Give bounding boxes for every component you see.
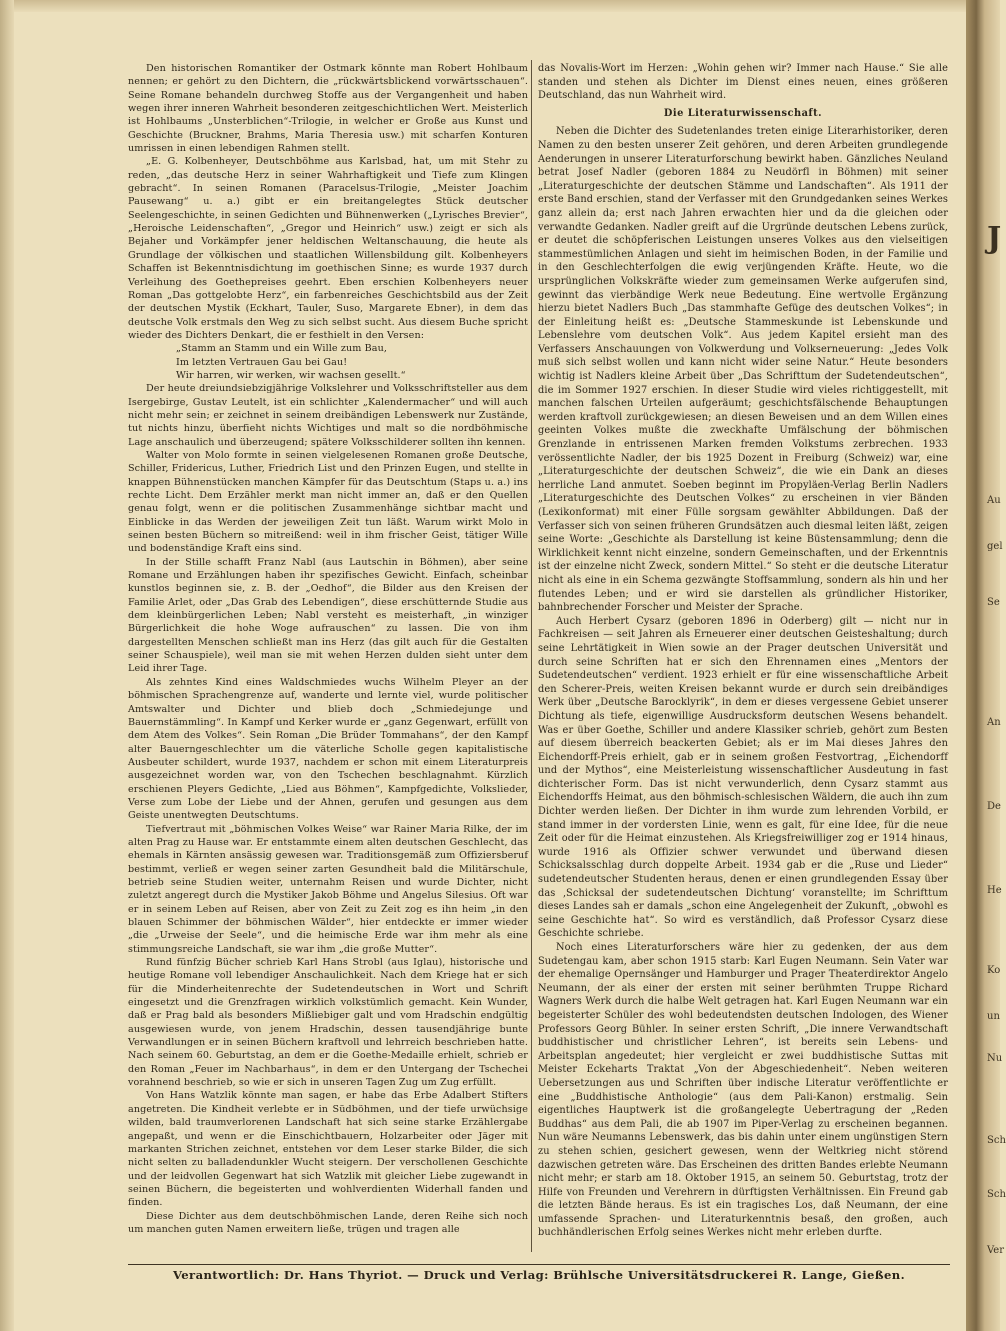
footer-imprint: Verantwortlich: Dr. Hans Thyriot. — Druck und Verlag: Brühlsche Universitätsdruckerei R. Lange, Gießen. [172,1268,906,1282]
adjacent-page-fragment: Ko [987,965,1001,976]
paragraph-cysarz: Auch Herbert Cysarz (geboren 1896 in Oderberg) gilt — nicht nur in Fachkreisen — seit Jahren als Erneuerer einer deutschen Geisteshaltung; durch seine Lehrtätigkeit in Wien sowie an der Prager deutschen Universität und durch seine Schriften hat er sich den Ehrennamen eines „Mentors der Sudetendeutschen“ verdient. 1923 erhielt er für eine wissenschaftliche Arbeit den Scherer-Preis, weiten Kreisen bekannt wurde er durch sein dreibändiges Werk über „Deutsche Barocklyrik“, in dem er dieses vergessene Gebiet unserer Dichtung als tiefe, eigenwillige Ausdrucksform deutschen Wesens behandelt. Was er über Goethe, Schiller und andere Klassiker schrieb, gehört zum Besten auf diesem überreich beackerten Gebiet; als er im Mai dieses Jahres den Eichendorff-Preis erhielt, gab er in seinem großen Festvortrag, „Eichendorff und der Mythos“, eine Meisterleistung wissenschaftlicher Ausdeutung in fast dichterischer Form. Das ist nicht verwunderlich, denn Cysarz stammt aus Eichendorffs Heimat, aus den böhmisch-schlesischen Wäldern, die auch ihn zum Dichter werden ließen. Der Dichter in ihm wurde zum lehrenden Vorbild, er stand immer in der vordersten Linie, wenn es galt, für eine Idee, für die neue Zeit oder für die Heimat einzustehen. Als Kriegsfreiwilliger zog er 1914 hinaus, wurde 1916 als Offizier schwer verwundet und überwand diesen Schicksalsschlag durch doppelte Arbeit. 1934 gab er die „Ruse und Lieder“ sudetendeutscher Studenten heraus, denen er einen grundlegenden Essay über das ‚Schicksal der sudetendeutschen Dichtung‘ voranstellte; im Schrifttum dieses Landes sah er damals „schon eine Angelegenheit der Zukunft, „obwohl es seine Geschichte hat“. So wird es verständlich, daß Professor Cysarz diese Geschichte schriebe. [538,615,948,940]
paragraph-closing: Diese Dichter aus dem deutschböhmischen Lande, deren Reihe sich noch um manchen guten Namen erweitern ließe, trügen und tragen alle [128,1210,528,1235]
paragraph-kolbenheyer: „E. G. Kolbenheyer, Deutschböhme aus Karlsbad, hat, um mit Stehr zu reden, „das deutsche Herz in seiner Wahrhaftigkeit und Tiefe zum Klingen gebracht“. In seinen Romanen (Paracelsus-Trilogie, „Meister Joachim Pausewang“ u. a.) gibt er ein breitangelegtes Stück deutscher Seelengeschichte, in seinen Gedichten und Bühnenwerken („Lyrisches Brevier“, „Heroische Leidenschaften“, „Gregor und Heinrich“ usw.) zeigt er sich als Bejaher und Vorkämpfer jener heldischen Weltanschauung, die heute als Grundlage der völkischen und staatlichen Willensbildung gilt. Kolbenheyers Schaffen ist Bekenntnisdichtung im goethischen Sinne; es wurde 1937 durch Verleihung des Goethepreises geehrt. Eben erschien Kolbenheyers neuer Roman „Das gottgelobte Herz“, ein farbenreiches Geschichtsbild aus der Zeit der deutschen Mystik (Eckhart, Tauler, Suso, Margarete Ebner), in dem das deutsche Volk erstmals den Weg zu sich selbst sucht. Aus diesem Buche spricht wieder des Dichters Denkart, die er festhielt in den Versen: [128,156,528,341]
verse-line: Wir harren, wir werken, wir wachsen gesellt.“ [176,369,406,381]
adjacent-page-fragment: Ver [987,1245,1005,1256]
right-text-column [538,62,948,1240]
section-heading: Die Literaturwissenschaft. [663,107,823,119]
adjacent-page-fragment: un [987,1011,1000,1022]
paragraph-rilke: Tiefvertraut mit „böhmischen Volkes Weise“ war Rainer Maria Rilke, der im alten Prag zu Hause war. Er entstammte einem alten deutschen Geschlecht, das ehemals in Kärnten ansässig gewesen war. Traditionsgemäß zum Offiziersberuf bestimmt, verließ er wegen seiner zarten Gesundheit bald die Militärschule, betrieb seine Studien weiter, unternahm Reisen und wurde Dichter, nicht zuletzt angeregt durch die Mystiker Jakob Böhme und Angelus Silesius. Oft war er in seinem Leben auf Reisen, aber von Zeit zu Zeit zog es ihn heim „in den blauen Schimmer der böhmischen Wälder“, hier entdeckte er immer wieder „die „Urweise der Seele“, und die heimische Erde war ihm mehr als eine stimmungsreiche Landschaft, sie war ihm „die große Mutter“. [128,823,528,955]
adjacent-page-fragment: J [987,221,1002,256]
adjacent-page-fragment: An [987,717,1001,728]
paragraph-continuation: das Novalis-Wort im Herzen: „Wohin gehen wir? Immer nach Hause.“ Sie alle standen und stehen als Dichter im Dienst eines neuen, eines größeren Deutschland, das nun Wahrheit wird. [538,63,948,102]
paragraph-hohlbaum: Den historischen Romantiker der Ostmark könnte man Robert Hohlbaum nennen; er gehört zu den Dichtern, die „rückwärtsblickend vorwärtsschauen“. Seine Romane behandeln durchweg Stoffe aus der Vergangenheit und haben wegen ihrer inneren Wahrheit besonderen zeitgeschichtlichen Wert. Meisterlich ist Hohlbaums „Unsterblichen“-Trilogie, in welcher er Große aus Kunst und Geschichte (Bruckner, Brahms, Maria Theresia usw.) mit scharfen Konturen umrissen in einen lebendigen Rahmen stellt. [128,63,528,155]
paragraph-watzlik: Von Hans Watzlik könnte man sagen, er habe das Erbe Adalbert Stifters angetreten. Die Kindheit verlebte er in Südböhmen, und der tiefe urwüchsige wilden, bald traumverlorenen Landschaft hat sich seine starke Erzählergabe angepaßt, und wenn er die Einschichtbauern, Holzarbeiter oder Jäger mit markanten Strichen zeichnet, entstehen vor dem Leser starke Bilder, die sich nicht selten zu balladendunkler Wucht steigern. Der verschollenen Geschichte und der leidvollen Gegenwart hat sich Watzlik mit gleicher Liebe zugewandt in seinen Büchern, die begeisterten und wohlverdienten Widerhall fanden und finden. [128,1090,528,1209]
adjacent-page-edge [985,0,1006,1331]
verse-line: Im letzten Vertrauen Gau bei Gau! [176,356,348,368]
left-text-column [128,62,528,1236]
adjacent-page-fragment: De [987,801,1001,812]
paragraph-nabl: In der Stille schafft Franz Nabl (aus Lautschin in Böhmen), aber seine Romane und Erzählungen haben ihr spezifisches Gewicht. Einfach, scheinbar kunstlos beginnen sie, z. B. der „Oedhof“, die Bilder aus den Kreisen der Familie Arlet, oder „Das Grab des Lebendigen“, diese erschütternde Studie aus dem kleinbürgerlichen Leben; Nabl versteht es meisterhaft, „in winziger Bürgerlichkeit die hohe Woge aufrauschen“ zu lassen. Die von ihm dargestellten Menschen schließt man ins Herz (das gilt auch für die Gestalten seiner Schauspiele), weil man sie mit wehen Herzen dulden sieht unter dem Leid ihrer Tage. [128,556,528,675]
footer-rule [128,1264,950,1265]
page-top-edge [0,0,1000,12]
adjacent-page-fragment: Se [987,597,1000,608]
adjacent-page-fragment: Sch [987,1135,1006,1146]
column-divider [531,60,532,1252]
adjacent-page-fragment: Nu [987,1053,1003,1064]
verse-line: „Stamm an Stamm und ein Wille zum Bau, [176,343,388,355]
paragraph-pleyer: Als zehntes Kind eines Waldschmiedes wuchs Wilhelm Pleyer an der böhmischen Sprachengrenze auf, wanderte und lernte viel, wurde politischer Amtswalter und Dichter und blieb doch „Schmiedejunge und Bauernstämmling“. In Kampf und Kerker wurde er „ganz Gegenwart, erfüllt von dem Atem des Volkes“. Sein Roman „Die Brüder Tommahans“, der den Kampf alter Bauerngeschlechter um die väterliche Scholle gegen kapitalistische Ausbeuter schildert, wurde 1937, nachdem er schon mit einem Literaturpreis ausgezeichnet worden war, von den Tschechen beschlagnahmt. Kürzlich erschienen Pleyers Gedichte, „Lied aus Böhmen“, Kampfgedichte, Volkslieder, Verse zum Lobe der Liebe und der Ahnen, gerufen und gesungen aus dem Geiste unentwegten Deutschtums. [128,676,528,822]
paragraph-strobl: Rund fünfzig Bücher schrieb Karl Hans Strobl (aus Iglau), historische und heutige Romane voll lebendiger Anschaulichkeit. Nach dem Kriege hat er sich für die Minderheitenrechte der Sudetendeutschen in Wort und Schrift eingesetzt und die Grenzfragen wirklich volkstümlich gemacht. Kein Wunder, daß er Prag bald als besonders Mißliebiger galt und vom Hradschin endgültig ausgewiesen wurde, von jenem Hradschin, dessen tausendjährige bunte Verwandlungen er in seinen Büchern kraftvoll und lehrreich beschrieben hatte. Nach seinem 60. Geburtstag, an dem er die Goethe-Medaille erhielt, schrieb er den Roman „Feuer im Nachbarhaus“, in dem er den Untergang der Tschechei vorahnend beschrieb, so wie er sich in unseren Tagen Zug um Zug erfüllt. [128,957,528,1089]
paragraph-nadler: Neben die Dichter des Sudetenlandes treten einige Literarhistoriker, deren Namen zu den besten unserer Zeit gehören, und deren Arbeiten grundlegende Aenderungen in unserer Literaturforschung bewirkt haben. Gänzliches Neuland betrat Josef Nadler (geboren 1884 zu Neudörfl in Böhmen) mit seiner „Literaturgeschichte der deutschen Stämme und Landschaften“. Als 1911 der erste Band erschien, stand der Verfasser mit den Grundgedanken seines Werkes ganz allein da; erst nach Jahren erwachten hier und da die gleichen oder verwandte Gedanken. Nadler greift auf die Urgründe deutschen Lebens zurück, er deutet die schöpferischen Leistungen unseres Volkes aus den vielseitigen stammestümlichen Anlagen und sieht im heimischen Boden, in der Familie und in den Geschlechterfolgen die ewig verjüngenden Kräfte. Heute, wo die ursprünglichen Volkskräfte wieder zum gemeinsamen Werke aufgerufen sind, gewinnt das vierbändige Werk neue Bedeutung. Eine wertvolle Ergänzung hierzu bietet Nadlers Buch „Das stammhafte Gefüge des deutschen Volkes“; in der Einleitung heißt es: „Deutsche Stammeskunde ist Lebenskunde und Lebenslehre vom deutschen Volk“. Aus jedem Kapitel ersieht man des Verfassers Anschauungen von Volkwerdung und Volkserneuerung: „Jedes Volk muß sich selbst wollen und kann nicht wider seine Natur.“ Heute besonders wichtig ist Nadlers kleine Arbeit über „Das Schrifttum der Sudetendeutschen“, die im Sommer 1927 erschien. In dieser Studie wird vieles richtiggestellt, mit manchen falschen Urteilen aufgeräumt; geschichtsfälschende Behauptungen werden kraftvoll zurückgewiesen; an diesen Beweisen und an dem Willen eines geeinten Volkes mußte die zweckhafte Umfälschung der böhmischen Grenzlande in entrissenen Marken fremden Volkstums zerbrechen. 1933 verössentlichte Nadler, der bis 1925 Dozent in Freiburg (Schweiz) war, eine „Literaturgeschichte der deutschen Schweiz“, die wie ein Dank an dieses herrliche Land anmutet. Soeben beginnt im Propyläen-Verlag Berlin Nadlers „Literaturgeschichte des Deutschen Volkes“ zu erscheinen in vier Bänden (Lexikonformat) mit einer Fülle sorgsam gewählter Abbildungen. Daß der Verfasser sich von seinen früheren Grundsätzen auch diesmal leiten läßt, zeigen seine Worte: „Geschichte als Darstellung ist keine Büstensammlung; denn die Wirklichkeit kennt nicht einzelne, sondern Gemeinschaften, und der Erkenntnis ist der einzelne nicht Zweck, sondern Mittel.“ So steht er die deutsche Literatur nicht als eine in ein Schema gezwängte Stoffsammlung, sondern als hin und her flutendes Leben; und er wird sie darstellen als gründlicher Historiker, bahnbrechender Forscher und Meister der Sprache. [538,126,948,614]
adjacent-page-fragment: gel [987,541,1003,552]
adjacent-page-fragment: Au [987,495,1001,506]
paragraph-molo: Walter von Molo formte in seinen vielgelesenen Romanen große Deutsche, Schiller, Fridericus, Luther, Friedrich List und den Prinzen Eugen, und stellte in knappen Bühnenstücken manchen Kämpfer für das Deutschtum (Staps u. a.) ins rechte Licht. Dem Erzähler merkt man nicht immer an, daß er den Quellen genau folgt, wenn er die politischen Zusammenhänge sichtbar macht und Einblicke in das Werden der jeweiligen Zeit tun läßt. Warum wirkt Molo in seinen besten Büchern so mitreißend: weil in ihm frischer Geist, tätiger Wille und bodenständige Kraft eins sind. [128,449,528,555]
adjacent-page-fragment: Sch [987,1189,1006,1200]
paragraph-neumann: Noch eines Literaturforschers wäre hier zu gedenken, der aus dem Sudetengau kam, aber schon 1915 starb: Karl Eugen Neumann. Sein Vater war der ehemalige Opernsänger und Hamburger und Prager Theaterdirektor Angelo Neumann, der als einer der ersten mit seiner berühmten Truppe Richard Wagners Werk durch die halbe Welt getragen hat. Karl Eugen Neumann war ein begeisterter Schüler des wohl bedeutendsten deutschen Indologen, des Wiener Professors Georg Bühler. In seiner ersten Schrift, „Die innere Verwandtschaft buddhistischer und christlicher Lehren“, ist bereits sein Lebens- und Arbeitsplan angedeutet; hier vergleicht er zwei buddhistische Suttas mit Meister Eckeharts Traktat „Von der Abgeschiedenheit“. Neben weiteren Uebersetzungen aus und Schriften über indische Literatur veröffentlichte er eine „Buddhistische Anthologie“ (aus dem Pali-Kanon) erstmalig. Sein eigentliches Hauptwerk ist die großangelegte Uebertragung der „Reden Buddhas“ aus dem Pali, die ab 1907 im Piper-Verlag zu erscheinen begannen. Nun wäre Neumanns Lebenswerk, das bis dahin unter einem ungünstigen Stern zu stehen schien, gesichert gewesen, wenn der Weltkrieg nicht störend dazwischen getreten wäre. Das Erscheinen des dritten Bandes erlebte Neumann nicht mehr; er starb am 18. Oktober 1915, an seinem 50. Geburtstag, trotz der Hilfe von Freunden und Verehrern in dürftigsten Verhältnissen. Ein Freund gab die letzten Bände heraus. Es ist ein tragisches Los, daß Neumann, der eine umfassende Sprachen- und Literaturkenntnis besaß, den großen, auch buchhändlerischen Erfolg seines Werkes nicht mehr erleben durfte. [538,942,948,1239]
page-left-edge [0,0,14,1331]
paragraph-leutelt: Der heute dreiundsiebzigjährige Volkslehrer und Volksschriftsteller aus dem Isergebirge, Gustav Leutelt, ist ein schlichter „Kalendermacher“ und will auch nicht mehr sein; er zeichnet in seinem dreibändigen Lebenswerk nur Zustände, tut nichts hinzu, überfieht nichts Wichtiges und malt so die nordböhmische Lage anschaulich und überzeugend; spätere Volksschilderer sollten ihn kennen. [128,383,528,448]
adjacent-page-fragment: He [987,885,1002,896]
